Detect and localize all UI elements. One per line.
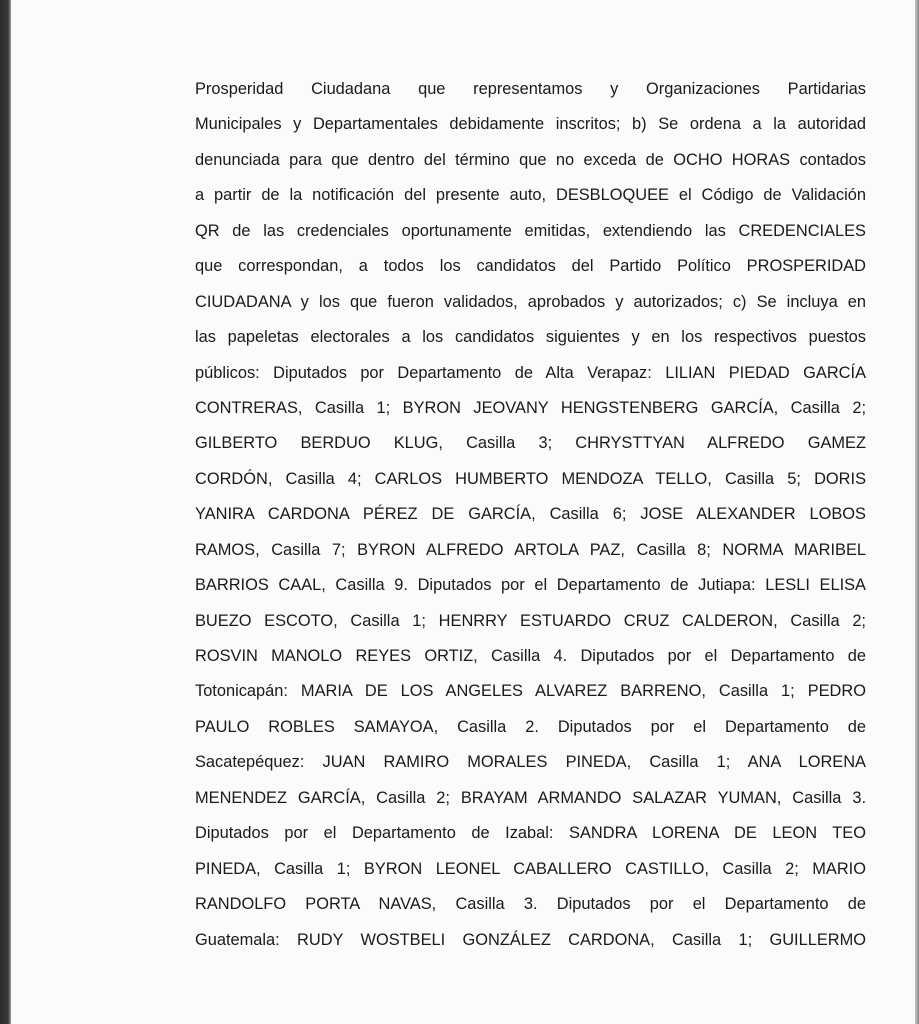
text-line: MENENDEZ GARCÍA, Casilla 2; BRAYAM ARMANDO SALAZAR YUMAN, Casilla 3. xyxy=(195,788,866,807)
text-line: Diputados por el Departamento de Izabal: SANDRA LORENA DE LEON TEO xyxy=(195,824,866,843)
text-line: Totonicapán: MARIA DE LOS ANGELES ALVAREZ BARRENO, Casilla 1; PEDRO xyxy=(195,682,866,701)
text-line: públicos: Diputados por Departamento de Alta Verapaz: LILIAN PIEDAD GARCÍA xyxy=(195,363,866,382)
text-line: ROSVIN MANOLO REYES ORTIZ, Casilla 4. Diputados por el Departamento de xyxy=(195,647,866,665)
text-line: Guatemala: RUDY WOSTBELI GONZÁLEZ CARDONA, Casilla 1; GUILLERMO xyxy=(195,930,866,949)
text-line: a partir de la notificación del presente auto, DESBLOQUEE el Código de Validación xyxy=(195,186,866,205)
text-line: Sacatepéquez: JUAN RAMIRO MORALES PINEDA, Casilla 1; ANA LORENA xyxy=(195,753,866,772)
text-line: CIUDADANA y los que fueron validados, aprobados y autorizados; c) Se incluya en xyxy=(195,292,866,311)
text-line: Municipales y Departamentales debidamente inscritos; b) Se ordena a la autoridad xyxy=(195,115,866,134)
text-line: denunciada para que dentro del término que no exceda de OCHO HORAS contados xyxy=(195,150,866,169)
page-right-edge-shadow xyxy=(915,0,919,1024)
text-line: RANDOLFO PORTA NAVAS, Casilla 3. Diputados por el Departamento de xyxy=(195,895,866,914)
text-line: las papeletas electorales a los candidatos siguientes y en los respectivos puestos xyxy=(195,328,866,347)
text-line: PINEDA, Casilla 1; BYRON LEONEL CABALLERO CASTILLO, Casilla 2; MARIO xyxy=(195,859,866,878)
text-line: Prosperidad Ciudadana que representamos y Organizaciones Partidarias xyxy=(195,80,866,98)
page-left-edge-shadow xyxy=(0,0,11,1024)
text-line: RAMOS, Casilla 7; BYRON ALFREDO ARTOLA PAZ, Casilla 8; NORMA MARIBEL xyxy=(195,540,866,559)
text-line: YANIRA CARDONA PÉREZ DE GARCÍA, Casilla 6; JOSE ALEXANDER LOBOS xyxy=(195,505,866,524)
text-line: BARRIOS CAAL, Casilla 9. Diputados por el Departamento de Jutiapa: LESLI ELISA xyxy=(195,576,866,595)
document-body-paragraph xyxy=(195,72,866,958)
text-line: QR de las credenciales oportunamente emitidas, extendiendo las CREDENCIALES xyxy=(195,221,866,240)
text-line: BUEZO ESCOTO, Casilla 1; HENRRY ESTUARDO CRUZ CALDERON, Casilla 2; xyxy=(195,611,866,630)
text-line: CONTRERAS, Casilla 1; BYRON JEOVANY HENGSTENBERG GARCÍA, Casilla 2; xyxy=(195,398,866,417)
text-line: que correspondan, a todos los candidatos del Partido Político PROSPERIDAD xyxy=(195,257,866,276)
text-line: GILBERTO BERDUO KLUG, Casilla 3; CHRYSTTYAN ALFREDO GAMEZ xyxy=(195,434,866,453)
text-line: PAULO ROBLES SAMAYOA, Casilla 2. Diputados por el Departamento de xyxy=(195,717,866,736)
text-line: CORDÓN, Casilla 4; CARLOS HUMBERTO MENDOZA TELLO, Casilla 5; DORIS xyxy=(195,469,866,488)
document-page xyxy=(11,0,915,1024)
